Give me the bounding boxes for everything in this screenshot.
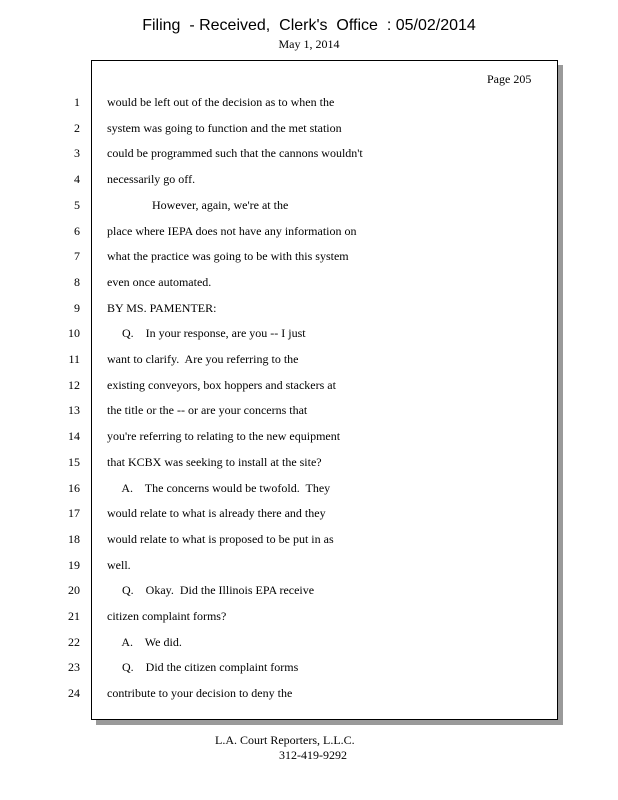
line-number: 13 (68, 403, 80, 417)
line-number: 3 (74, 146, 80, 160)
line-number: 22 (68, 635, 80, 649)
line-text: well. (107, 558, 131, 572)
line-text: Q. In your response, are you -- I just (107, 326, 306, 340)
line-text: would relate to what is already there and they (107, 506, 326, 520)
line-text: you're referring to relating to the new equipment (107, 429, 341, 443)
reporter-phone: 312-419-9292 (279, 748, 347, 762)
line-text: system was going to function and the met station (107, 121, 342, 135)
line-number: 20 (68, 583, 80, 597)
line-number: 12 (68, 378, 80, 392)
line-text: place where IEPA does not have any information on (107, 224, 357, 238)
line-text: contribute to your decision to deny the (107, 686, 293, 700)
line-number: 10 (68, 326, 80, 340)
line-text: Q. Did the citizen complaint forms (107, 660, 299, 674)
line-number: 1 (74, 95, 80, 109)
line-text: could be programmed such that the cannons wouldn't (107, 146, 363, 160)
line-number: 11 (68, 352, 80, 366)
filing-stamp: Filing - Received, Clerk's Office : 05/02/2014 (142, 17, 476, 34)
line-number: 19 (68, 558, 80, 572)
line-number: 15 (68, 455, 80, 469)
line-number: 21 (68, 609, 80, 623)
line-number: 7 (74, 249, 80, 263)
line-text: what the practice was going to be with this system (107, 249, 349, 263)
line-text: A. The concerns would be twofold. They (107, 481, 331, 495)
line-number: 6 (74, 224, 80, 238)
line-text: necessarily go off. (107, 172, 196, 186)
line-text: A. We did. (107, 635, 182, 649)
line-text: the title or the -- or are your concerns that (107, 403, 308, 417)
line-text: that KCBX was seeking to install at the site? (107, 455, 322, 469)
line-text: BY MS. PAMENTER: (107, 301, 217, 315)
line-number: 4 (74, 172, 80, 186)
line-number: 18 (68, 532, 80, 546)
line-text: would relate to what is proposed to be put in as (107, 532, 334, 546)
line-number: 23 (68, 660, 80, 674)
line-text: Q. Okay. Did the Illinois EPA receive (107, 583, 315, 597)
line-number: 16 (68, 481, 80, 495)
line-number: 14 (68, 429, 80, 443)
page-number: Page 205 (487, 72, 532, 86)
line-text: would be left out of the decision as to when the (107, 95, 335, 109)
line-number: 2 (74, 121, 80, 135)
line-text: want to clarify. Are you referring to the (107, 352, 299, 366)
transcript-date: May 1, 2014 (278, 37, 340, 51)
line-number: 24 (68, 686, 80, 700)
line-number: 5 (74, 198, 80, 212)
line-number: 17 (68, 506, 80, 520)
reporter-company: L.A. Court Reporters, L.L.C. (215, 733, 355, 747)
line-number: 8 (74, 275, 80, 289)
line-text: existing conveyors, box hoppers and stackers at (107, 378, 336, 392)
line-text: citizen complaint forms? (107, 609, 227, 623)
line-text: However, again, we're at the (107, 198, 289, 212)
line-text: even once automated. (107, 275, 212, 289)
line-number: 9 (74, 301, 80, 315)
